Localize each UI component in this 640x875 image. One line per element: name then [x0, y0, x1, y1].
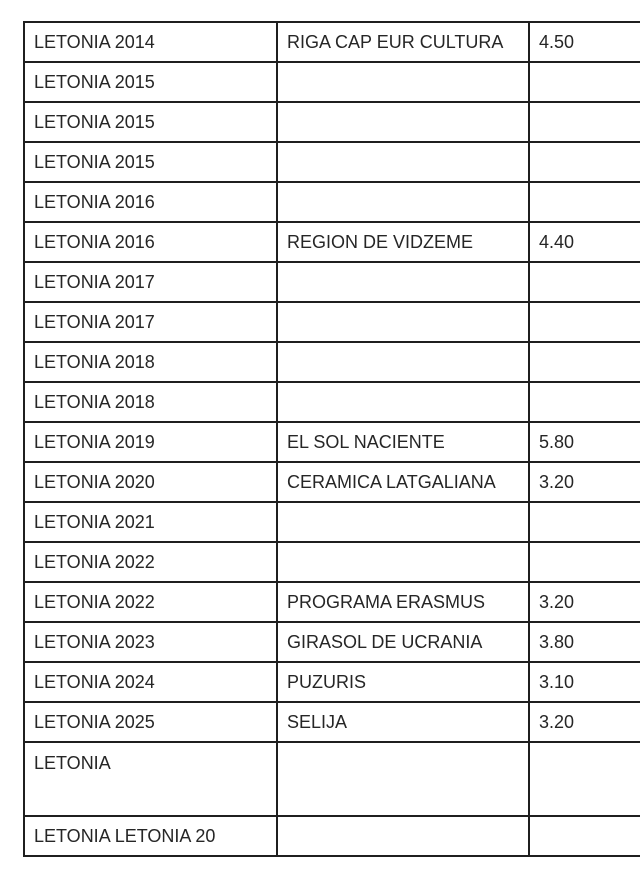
cell-item-label: LETONIA 2015 [24, 102, 277, 142]
cell-description: REGION DE VIDZEME [277, 222, 529, 262]
cell-description: RIGA CAP EUR CULTURA [277, 22, 529, 62]
table-row [24, 462, 640, 502]
table-row [24, 142, 640, 182]
cell-item-label: LETONIA 2023 [24, 622, 277, 662]
table-row [24, 262, 640, 302]
cell-description: CERAMICA LATGALIANA [277, 462, 529, 502]
cell-description: PUZURIS [277, 662, 529, 702]
cell-item-label: LETONIA 2018 [24, 382, 277, 422]
cell-item-label: LETONIA 2021 [24, 502, 277, 542]
cell-value [529, 342, 640, 382]
catalog-table [23, 21, 640, 857]
cell-description [277, 742, 529, 816]
cell-value [529, 816, 640, 856]
cell-value [529, 742, 640, 816]
cell-value: 3.20 [529, 462, 640, 502]
table-row [24, 182, 640, 222]
cell-value [529, 102, 640, 142]
cell-description [277, 182, 529, 222]
table-row [24, 22, 640, 62]
cell-value [529, 262, 640, 302]
cell-item-label: LETONIA 2022 [24, 542, 277, 582]
table-row [24, 816, 640, 856]
cell-item-label: LETONIA 2019 [24, 422, 277, 462]
table-row [24, 502, 640, 542]
catalog-table-body [24, 22, 640, 856]
cell-value [529, 382, 640, 422]
table-row [24, 342, 640, 382]
cell-item-label: LETONIA [24, 742, 277, 816]
table-row [24, 302, 640, 342]
cell-description [277, 502, 529, 542]
cell-value [529, 302, 640, 342]
table-row [24, 542, 640, 582]
cell-item-label: LETONIA 2024 [24, 662, 277, 702]
table-row [24, 422, 640, 462]
cell-item-label: LETONIA 2018 [24, 342, 277, 382]
cell-item-label: LETONIA 2014 [24, 22, 277, 62]
cell-item-label: LETONIA 2015 [24, 142, 277, 182]
cell-description [277, 342, 529, 382]
cell-description: PROGRAMA ERASMUS [277, 582, 529, 622]
table-row [24, 382, 640, 422]
cell-description [277, 142, 529, 182]
cell-item-label: LETONIA 2017 [24, 302, 277, 342]
table-row [24, 582, 640, 622]
cell-description [277, 382, 529, 422]
cell-item-label: LETONIA 2025 [24, 702, 277, 742]
cell-value: 3.10 [529, 662, 640, 702]
cell-value: 3.20 [529, 582, 640, 622]
cell-value [529, 142, 640, 182]
cell-description [277, 62, 529, 102]
cell-item-label: LETONIA 2022 [24, 582, 277, 622]
cell-description: EL SOL NACIENTE [277, 422, 529, 462]
cell-description: GIRASOL DE UCRANIA [277, 622, 529, 662]
cell-item-label: LETONIA 2017 [24, 262, 277, 302]
cell-description [277, 542, 529, 582]
cell-description [277, 262, 529, 302]
table-row [24, 622, 640, 662]
cell-value [529, 502, 640, 542]
cell-value: 3.80 [529, 622, 640, 662]
cell-item-label: LETONIA 2016 [24, 182, 277, 222]
cell-item-label: LETONIA 2020 [24, 462, 277, 502]
cell-value: 4.50 [529, 22, 640, 62]
cell-value [529, 62, 640, 102]
table-row [24, 222, 640, 262]
cell-value: 4.40 [529, 222, 640, 262]
table-row [24, 62, 640, 102]
cell-description [277, 816, 529, 856]
cell-value [529, 182, 640, 222]
cell-item-label: LETONIA LETONIA 20 [24, 816, 277, 856]
catalog-table-container [23, 21, 640, 857]
cell-value [529, 542, 640, 582]
cell-item-label: LETONIA 2015 [24, 62, 277, 102]
table-row [24, 102, 640, 142]
cell-description [277, 102, 529, 142]
cell-item-label: LETONIA 2016 [24, 222, 277, 262]
table-row [24, 742, 640, 816]
cell-value: 3.20 [529, 702, 640, 742]
cell-description [277, 302, 529, 342]
cell-description: SELIJA [277, 702, 529, 742]
cell-value: 5.80 [529, 422, 640, 462]
table-row [24, 662, 640, 702]
table-row [24, 702, 640, 742]
